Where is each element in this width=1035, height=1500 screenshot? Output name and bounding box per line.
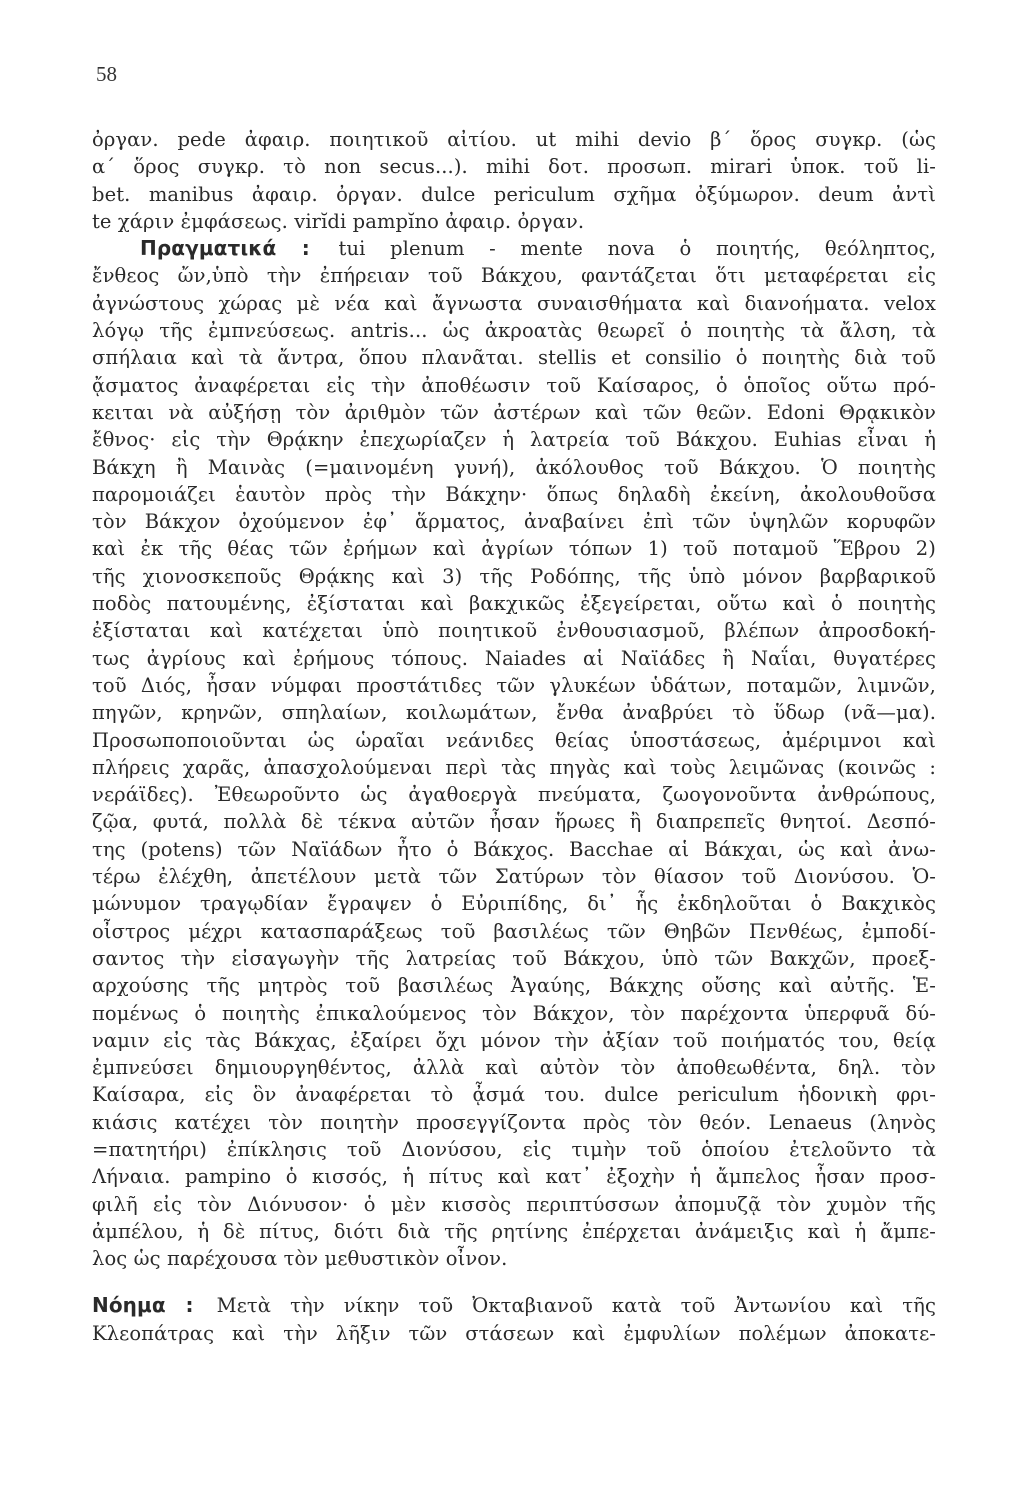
paragraph-pragmatika <box>92 235 936 1272</box>
text-line: κειται νὰ αὐξήσῃ τὸν ἀριθμὸν τῶν ἀστέρων καὶ τῶν θεῶν. Edoni Θρᾳκικὸν <box>92 400 936 424</box>
text-line: te χάριν ἐμφάσεως. virĭdi pampĭno ἀφαιρ. ὀργαν. <box>92 209 585 233</box>
text-line: ἐμπνεύσει δημιουργηθέντος, ἀλλὰ καὶ αὐτὸν τὸν ἀποθεωθέντα, δηλ. τὸν <box>92 1056 936 1080</box>
text-line: αρχούσης τῆς μητρὸς τοῦ βασιλέως Ἀγαύης, Βάκχης οὔσης καὶ αὐτῆς. Ἑ- <box>92 974 936 998</box>
section-heading-noima: Νόημα : <box>92 1293 194 1318</box>
text-line: ἀμπέλου, ἡ δὲ πίτυς, διότι διὰ τῆς ρητίνης ἐπέρχεται ἀνάμειξις καὶ ἡ ἄμπε- <box>92 1219 936 1243</box>
text-line: μώνυμον τραγῳδίαν ἔγραψεν ὁ Εὐριπίδης, δι᾿ ἧς ἐκδηλοῦται ὁ Βακχικὸς <box>92 892 936 916</box>
text-line: παρομοιάζει ἑαυτὸν πρὸς τὴν Βάκχην· ὅπως δηλαδὴ ἐκείνη, ἀκολουθοῦσα <box>92 482 936 506</box>
text-line: ὀργαν. pede ἀφαιρ. ποιητικοῦ αἰτίου. ut mihi devio β΄ ὅρος συγκρ. (ὡς <box>92 128 936 151</box>
paragraph-gap <box>92 1272 936 1292</box>
text-line: Βάκχη ἢ Μαινὰς (=μαινομένη γυνή), ἀκόλουθος τοῦ Βάκχου. Ὁ ποιητὴς <box>92 455 936 479</box>
paragraph-grammar-notes <box>92 126 936 235</box>
text-line: bet. manibus ἀφαιρ. ὀργαν. dulce periculum σχῆμα ὀξύμωρον. deum ἀντὶ <box>92 182 936 206</box>
text-line: νεράϊδες). Ἐθεωροῦντο ὡς ἀγαθοεργὰ πνεύματα, ζωογονοῦντα ἀνθρώπους, <box>92 783 936 807</box>
text-line: πηγῶν, κρηνῶν, σπηλαίων, κοιλωμάτων, ἔνθα ἀναβρύει τὸ ὕδωρ (νᾶ—μα). <box>92 701 936 725</box>
text-line: ἀγνώστους χώρας μὲ νέα καὶ ἄγνωστα συναισθήματα καὶ διανοήματα. velox <box>92 291 936 315</box>
section-heading-pragmatika: Πραγματικά : <box>140 236 310 261</box>
text-line: τέρω ἐλέχθη, ἀπετέλουν μετὰ τῶν Σατύρων τὸν θίασον τοῦ Διονύσου. Ὁ- <box>92 865 936 889</box>
text-line: Λήναια. pampino ὁ κισσός, ἡ πίτυς καὶ κατ᾿ ἐξοχὴν ἡ ἄμπελος ἦσαν προσ- <box>92 1165 936 1189</box>
text-line <box>92 1292 936 1319</box>
text-line: τως ἀγρίους καὶ ἐρήμους τόπους. Naiades αἱ Ναϊάδες ἢ Ναΐαι, θυγατέρες <box>92 646 936 670</box>
text-line: =πατητήρι) ἐπίκλησις τοῦ Διονύσου, εἰς τιμὴν τοῦ ὁποίου ἐτελοῦντο τὰ <box>92 1137 936 1161</box>
paragraph-noima <box>92 1292 936 1347</box>
text-line: καὶ ἐκ τῆς θέας τῶν ἐρήμων καὶ ἀγρίων τόπων 1) τοῦ ποταμοῦ Ἕβρου 2) <box>92 537 936 561</box>
text-line: ἐξίσταται καὶ κατέχεται ὑπὸ ποιητικοῦ ἐνθουσιασμοῦ, βλέπων ἀπροσδοκή- <box>92 619 936 643</box>
text-line: τοῦ Διός, ἦσαν νύμφαι προστάτιδες τῶν γλυκέων ὑδάτων, ποταμῶν, λιμνῶν, <box>92 673 936 697</box>
text-line: ἔνθεος ὤν,ὑπὸ τὴν ἐπήρειαν τοῦ Βάκχου, φαντάζεται ὅτι μεταφέρεται εἰς <box>92 264 936 288</box>
text-line: λόγῳ τῆς ἐμπνεύσεως. antris... ὡς ἀκροατὰς θεωρεῖ ὁ ποιητὴς τὰ ἄλση, τὰ <box>92 319 936 343</box>
text-line: κιάσις κατέχει τὸν ποιητὴν προσεγγίζοντα πρὸς τὸν θεόν. Lenaeus (ληνὸς <box>92 1110 936 1134</box>
text-line <box>92 235 936 262</box>
text-line: οἶστρος μέχρι κατασπαράξεως τοῦ βασιλέως τῶν Θηβῶν Πενθέως, ἐμποδί- <box>92 919 936 943</box>
text-line: σπήλαια καὶ τὰ ἄντρα, ὅπου πλανᾶται. stellis et consilio ὁ ποιητὴς διὰ τοῦ <box>92 346 936 370</box>
text-line: Προσωποποιοῦνται ὡς ὡραῖαι νεάνιδες θείας ὑποστάσεως, ἀμέριμνοι καὶ <box>92 728 936 752</box>
text-line: α΄ ὅρος συγκρ. τὸ non secus...). mihi δοτ. προσωπ. mirari ὑποκ. τοῦ li- <box>92 155 936 179</box>
page-body <box>92 126 936 1347</box>
text-line: Καίσαρα, εἰς ὃν ἀναφέρεται τὸ ᾆσμά του. dulce periculum ἡδονικὴ φρι- <box>92 1083 936 1107</box>
text-line: ζῷα, φυτά, πολλὰ δὲ τέκνα αὐτῶν ἦσαν ἥρωες ἢ διαπρεπεῖς θνητοί. Δεσπό- <box>92 810 936 834</box>
text-line: ναμιν εἰς τὰς Βάκχας, ἐξαίρει ὄχι μόνον τὴν ἀξίαν τοῦ ποιήματός του, θείᾳ <box>92 1028 936 1052</box>
text-line: πλήρεις χαρᾶς, ἀπασχολούμεναι περὶ τὰς πηγὰς καὶ τοὺς λειμῶνας (κοινῶς : <box>92 755 936 779</box>
first-line-text: tui plenum - mente nova ὁ ποιητής, θεόληπτος, <box>338 237 936 261</box>
page-number: 58 <box>96 62 117 86</box>
text-line: Κλεοπάτρας καὶ τὴν λῆξιν τῶν στάσεων καὶ ἐμφυλίων πολέμων ἀποκατε- <box>92 1321 936 1345</box>
text-line: λος ὡς παρέχουσα τὸν μεθυστικὸν οἶνον. <box>92 1247 508 1271</box>
text-line: φιλῆ εἰς τὸν Διόνυσον· ὁ μὲν κισσὸς περιπτύσσων ἀπομυζᾷ τὸν χυμὸν τῆς <box>92 1192 936 1216</box>
text-line: ποδὸς πατουμένης, ἐξίσταται καὶ βακχικῶς ἐξεγείρεται, οὕτω καὶ ὁ ποιητὴς <box>92 592 936 616</box>
text-line: τῆς χιονοσκεποῦς Θρᾴκης καὶ 3) τῆς Ροδόπης, τῆς ὑπὸ μόνον βαρβαρικοῦ <box>92 564 936 588</box>
text-line: ἔθνος· εἰς τὴν Θρᾴκην ἐπεχωρίαζεν ἡ λατρεία τοῦ Βάκχου. Euhias εἶναι ἡ <box>92 428 936 452</box>
text-line: σαντος τὴν εἰσαγωγὴν τῆς λατρείας τοῦ Βάκχου, ὑπὸ τῶν Βακχῶν, προεξ- <box>92 946 936 970</box>
text-line: ᾄσματος ἀναφέρεται εἰς τὴν ἀποθέωσιν τοῦ Καίσαρος, ὁ ὁποῖος οὕτω πρό- <box>92 373 936 397</box>
first-line-text: Μετὰ τὴν νίκην τοῦ Ὀκταβιανοῦ κατὰ τοῦ Ἀντωνίου καὶ τῆς <box>216 1294 936 1318</box>
text-line: τὸν Βάκχον ὀχούμενον ἐφ᾿ ἅρματος, ἀναβαίνει ἐπὶ τῶν ὑψηλῶν κορυφῶν <box>92 510 936 534</box>
text-line: της (potens) τῶν Ναϊάδων ἦτο ὁ Βάκχος. Bacchae αἱ Βάκχαι, ὡς καὶ ἀνω- <box>92 837 936 861</box>
text-line: πομένως ὁ ποιητὴς ἐπικαλούμενος τὸν Βάκχον, τὸν παρέχοντα ὑπερφυᾶ δύ- <box>92 1001 936 1025</box>
